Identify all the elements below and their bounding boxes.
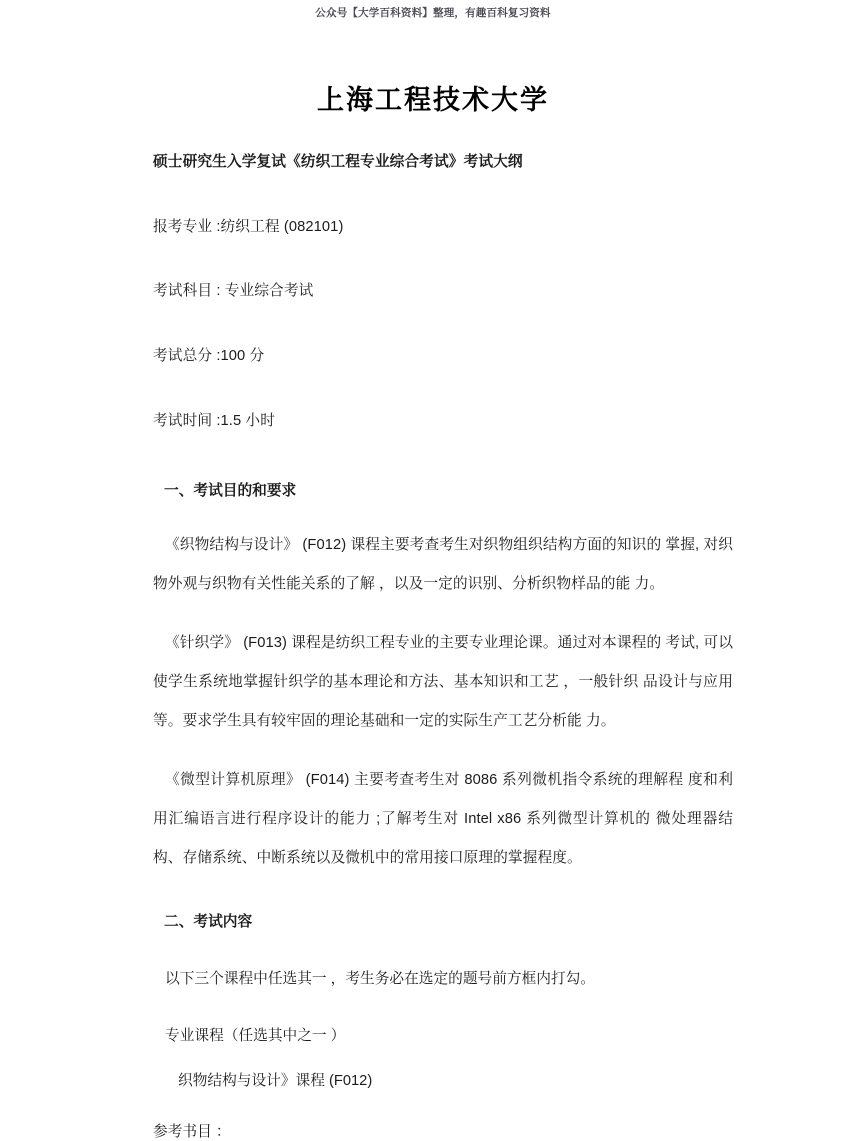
meta-subject: 考试科目 : 专业综合考试: [153, 283, 314, 300]
page-watermark: 公众号【大学百科资料】整理，有趣百科复习资料: [315, 7, 551, 19]
section-heading-exam-content: 二、考试内容: [164, 913, 253, 930]
document-body: [153, 155, 733, 1141]
paragraph-fabric-structure: 《织物结构与设计》 (F012) 课程主要考查考生对织物组织结构方面的知识的 掌握, 对织物外观与织物有关性能关系的了解 ，以及一定的识别、分析织物样品的能 力。: [153, 536, 733, 592]
meta-major: 报考专业 :纺织工程 (082101): [153, 218, 344, 235]
paragraph-knitting: 《针织学》 (F013) 课程是纺织工程专业的主要专业理论课。通过对本课程的 考试, 可以使学生系统地掌握针织学的基本理论和方法、基本知识和工艺 ，一般针织 品设计与应用等。要求学生具有较牢固的理论基础和一定的实际生产工艺分析能 力。: [153, 634, 733, 729]
section-heading-exam-purpose: 一、考试目的和要求: [164, 482, 297, 499]
paragraph-microcomputer: 《微型计算机原理》 (F014) 主要考查考生对 8086 系列微机指令系统的理解程 度和利用汇编语言进行程序设计的能力 ;了解考生对 Intel x86 系列微型计算机的 微处理器结构、存储系统、中断系统以及微机中的常用接口原理的掌握程度。: [153, 771, 734, 866]
meta-total-score: 考试总分 :100 分: [153, 348, 265, 365]
references-label: 参考书目 ：: [153, 1123, 231, 1140]
course-group-label: 专业课程（任选其中之一 ）: [165, 1027, 346, 1044]
meta-duration: 考试时间 :1.5 小时: [153, 412, 275, 429]
document-subtitle: 硕士研究生入学复试《纺织工程专业综合考试》考试大纲: [153, 154, 523, 170]
page-title: 上海工程技术大学: [317, 85, 549, 115]
exam-content-intro: 以下三个课程中任选其一 ，考生务必在选定的题号前方框内打勾。: [165, 970, 596, 987]
course-item-f012: 织物结构与设计》课程 (F012): [178, 1072, 373, 1089]
